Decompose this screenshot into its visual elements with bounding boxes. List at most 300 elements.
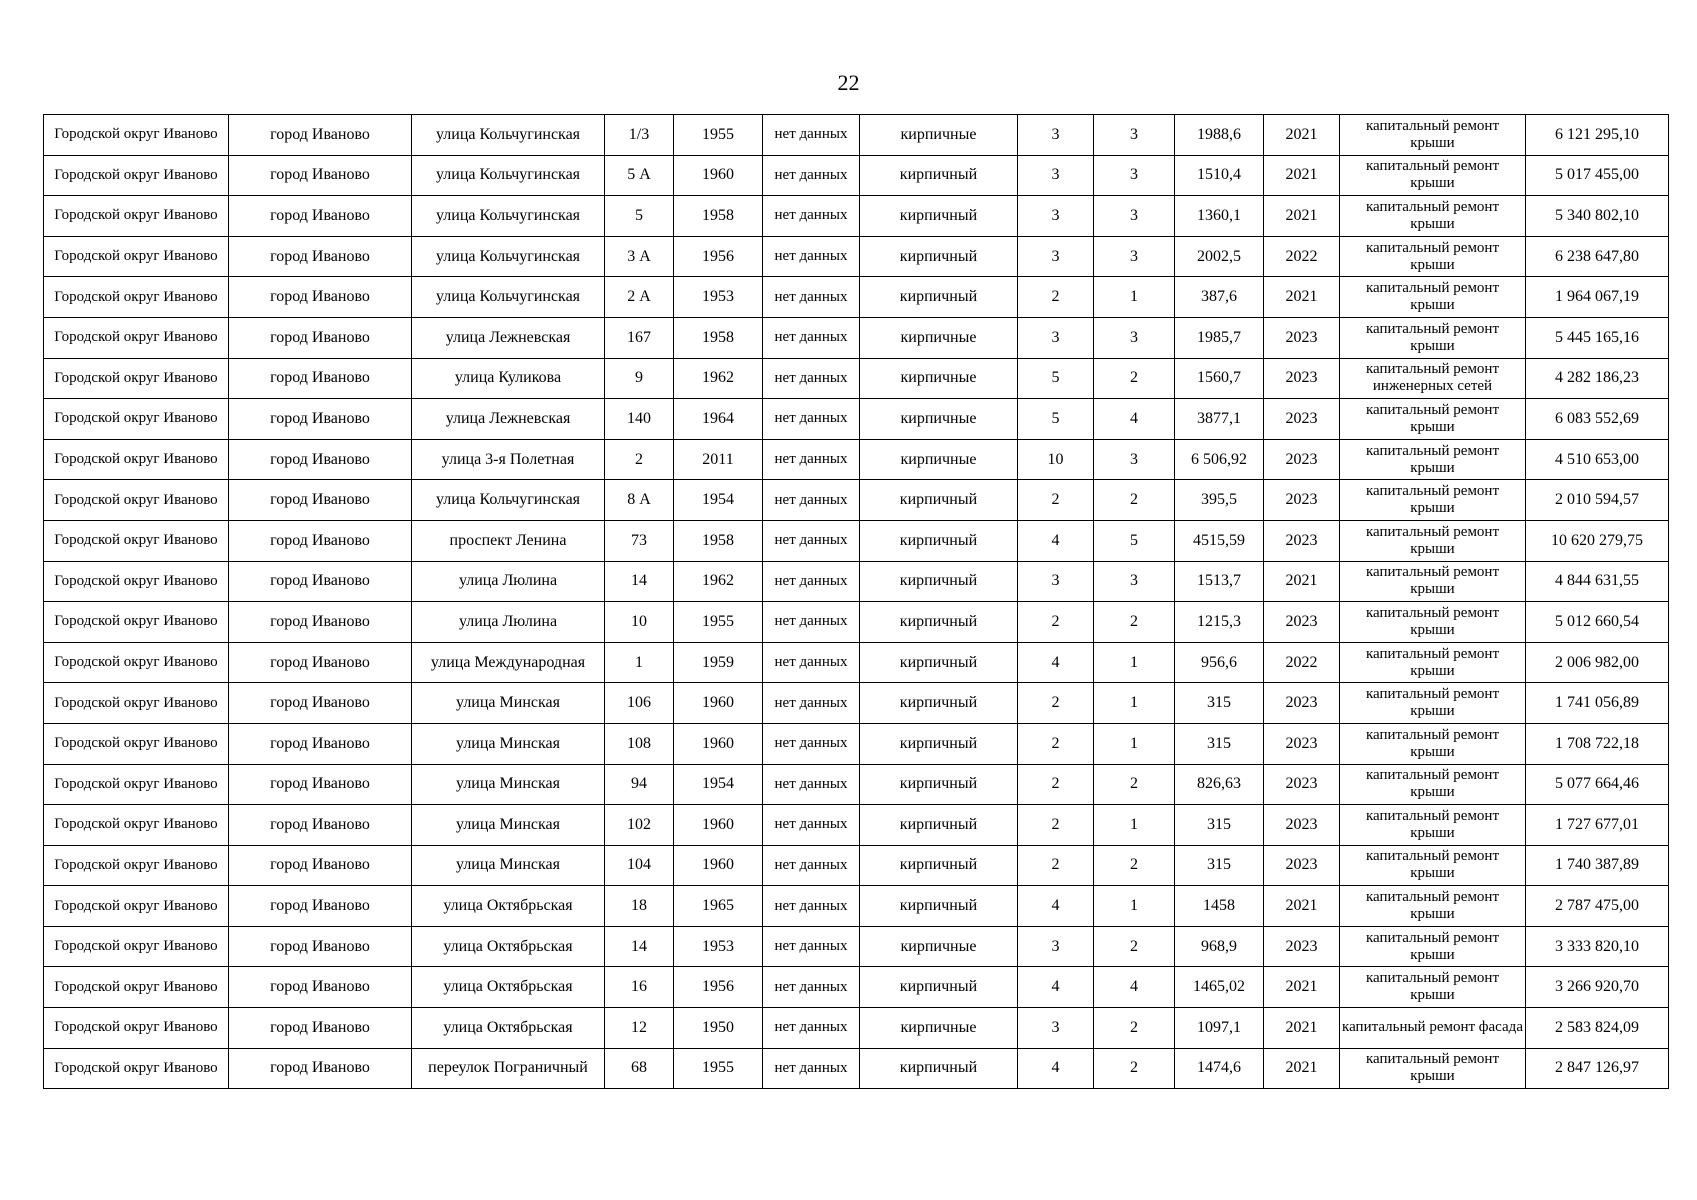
floors-cell: 2 [1018,764,1094,805]
work-type-cell: капитальный ремонт инженерных сетей [1340,358,1526,399]
year-overhaul-cell: нет данных [763,764,860,805]
year-overhaul-cell: нет данных [763,439,860,480]
year-built-cell: 1962 [674,561,763,602]
work-type-cell: капитальный ремонт крыши [1340,683,1526,724]
planned-year-cell: 2023 [1264,683,1340,724]
house-number-cell: 9 [605,358,674,399]
entrances-cell: 3 [1094,196,1175,237]
year-built-cell: 1950 [674,1008,763,1049]
table-row [44,439,1669,480]
settlement-cell: город Иваново [229,926,412,967]
wall-material-cell: кирпичный [860,886,1018,927]
year-overhaul-cell: нет данных [763,358,860,399]
table-row [44,520,1669,561]
settlement-cell: город Иваново [229,602,412,643]
area-cell: 826,63 [1175,764,1264,805]
year-overhaul-cell: нет данных [763,926,860,967]
work-type-cell: капитальный ремонт крыши [1340,520,1526,561]
year-overhaul-cell: нет данных [763,1048,860,1089]
settlement-cell: город Иваново [229,439,412,480]
house-number-cell: 167 [605,317,674,358]
page-number: 22 [837,70,860,95]
floors-cell: 3 [1018,317,1094,358]
area-cell: 1510,4 [1175,155,1264,196]
settlement-cell: город Иваново [229,399,412,440]
street-cell: улица Лежневская [412,317,605,358]
municipality-cell: Городской округ Иваново [44,399,229,440]
floors-cell: 3 [1018,155,1094,196]
planned-year-cell: 2021 [1264,115,1340,156]
street-cell: улица Минская [412,683,605,724]
area-cell: 387,6 [1175,277,1264,318]
table-row [44,277,1669,318]
floors-cell: 3 [1018,196,1094,237]
year-built-cell: 1965 [674,886,763,927]
street-cell: улица Кольчугинская [412,480,605,521]
cost-cell: 2 010 594,57 [1526,480,1669,521]
cost-cell: 2 787 475,00 [1526,886,1669,927]
work-type-cell: капитальный ремонт крыши [1340,602,1526,643]
table-row [44,561,1669,602]
street-cell: улица Международная [412,642,605,683]
settlement-cell: город Иваново [229,1048,412,1089]
municipality-cell: Городской округ Иваново [44,967,229,1008]
municipality-cell: Городской округ Иваново [44,926,229,967]
area-cell: 315 [1175,683,1264,724]
work-type-cell: капитальный ремонт крыши [1340,1048,1526,1089]
house-number-cell: 108 [605,723,674,764]
cost-cell: 2 847 126,97 [1526,1048,1669,1089]
year-built-cell: 1955 [674,602,763,643]
wall-material-cell: кирпичные [860,317,1018,358]
year-built-cell: 1953 [674,926,763,967]
planned-year-cell: 2023 [1264,358,1340,399]
table-row [44,805,1669,846]
work-type-cell: капитальный ремонт крыши [1340,155,1526,196]
municipality-cell: Городской округ Иваново [44,236,229,277]
cost-cell: 5 077 664,46 [1526,764,1669,805]
entrances-cell: 2 [1094,602,1175,643]
work-type-cell: капитальный ремонт крыши [1340,561,1526,602]
table-row [44,602,1669,643]
cost-cell: 4 282 186,23 [1526,358,1669,399]
settlement-cell: город Иваново [229,1008,412,1049]
year-built-cell: 1960 [674,683,763,724]
work-type-cell: капитальный ремонт крыши [1340,723,1526,764]
year-built-cell: 2011 [674,439,763,480]
cost-cell: 6 121 295,10 [1526,115,1669,156]
municipality-cell: Городской округ Иваново [44,561,229,602]
house-number-cell: 12 [605,1008,674,1049]
area-cell: 4515,59 [1175,520,1264,561]
house-number-cell: 2 А [605,277,674,318]
table-row [44,967,1669,1008]
year-built-cell: 1958 [674,520,763,561]
year-built-cell: 1958 [674,196,763,237]
year-overhaul-cell: нет данных [763,399,860,440]
planned-year-cell: 2023 [1264,764,1340,805]
house-number-cell: 3 А [605,236,674,277]
wall-material-cell: кирпичные [860,399,1018,440]
year-built-cell: 1960 [674,805,763,846]
wall-material-cell: кирпичный [860,196,1018,237]
street-cell: улица Люлина [412,561,605,602]
year-overhaul-cell: нет данных [763,480,860,521]
work-type-cell: капитальный ремонт крыши [1340,967,1526,1008]
street-cell: улица Минская [412,805,605,846]
floors-cell: 3 [1018,561,1094,602]
year-overhaul-cell: нет данных [763,155,860,196]
cost-cell: 4 510 653,00 [1526,439,1669,480]
planned-year-cell: 2021 [1264,967,1340,1008]
entrances-cell: 1 [1094,723,1175,764]
work-type-cell: капитальный ремонт крыши [1340,886,1526,927]
cost-cell: 3 333 820,10 [1526,926,1669,967]
wall-material-cell: кирпичный [860,1048,1018,1089]
house-number-cell: 106 [605,683,674,724]
table-body [44,115,1669,1089]
table-row [44,926,1669,967]
area-cell: 1215,3 [1175,602,1264,643]
cost-cell: 6 083 552,69 [1526,399,1669,440]
wall-material-cell: кирпичный [860,236,1018,277]
table-row [44,886,1669,927]
work-type-cell: капитальный ремонт крыши [1340,277,1526,318]
table-row [44,642,1669,683]
work-type-cell: капитальный ремонт крыши [1340,642,1526,683]
cost-cell: 1 727 677,01 [1526,805,1669,846]
entrances-cell: 3 [1094,439,1175,480]
area-cell: 315 [1175,805,1264,846]
cost-cell: 1 741 056,89 [1526,683,1669,724]
floors-cell: 2 [1018,480,1094,521]
street-cell: улица Минская [412,723,605,764]
year-overhaul-cell: нет данных [763,317,860,358]
house-number-cell: 1 [605,642,674,683]
table-row [44,1048,1669,1089]
cost-cell: 2 583 824,09 [1526,1008,1669,1049]
year-overhaul-cell: нет данных [763,886,860,927]
wall-material-cell: кирпичные [860,358,1018,399]
table-row [44,683,1669,724]
work-type-cell: капитальный ремонт крыши [1340,805,1526,846]
wall-material-cell: кирпичный [860,967,1018,1008]
area-cell: 1988,6 [1175,115,1264,156]
wall-material-cell: кирпичный [860,845,1018,886]
settlement-cell: город Иваново [229,480,412,521]
year-built-cell: 1955 [674,1048,763,1089]
house-number-cell: 8 А [605,480,674,521]
year-overhaul-cell: нет данных [763,196,860,237]
table-row [44,155,1669,196]
wall-material-cell: кирпичный [860,561,1018,602]
house-number-cell: 14 [605,926,674,967]
entrances-cell: 1 [1094,886,1175,927]
year-built-cell: 1955 [674,115,763,156]
house-number-cell: 104 [605,845,674,886]
year-overhaul-cell: нет данных [763,845,860,886]
cost-cell: 4 844 631,55 [1526,561,1669,602]
year-overhaul-cell: нет данных [763,1008,860,1049]
municipality-cell: Городской округ Иваново [44,683,229,724]
floors-cell: 2 [1018,277,1094,318]
floors-cell: 5 [1018,358,1094,399]
house-number-cell: 18 [605,886,674,927]
planned-year-cell: 2023 [1264,845,1340,886]
floors-cell: 2 [1018,683,1094,724]
housing-repair-table [43,114,1669,1089]
municipality-cell: Городской округ Иваново [44,805,229,846]
municipality-cell: Городской округ Иваново [44,642,229,683]
street-cell: улица Октябрьская [412,1008,605,1049]
planned-year-cell: 2023 [1264,926,1340,967]
settlement-cell: город Иваново [229,196,412,237]
wall-material-cell: кирпичные [860,115,1018,156]
year-built-cell: 1960 [674,845,763,886]
municipality-cell: Городской округ Иваново [44,886,229,927]
floors-cell: 10 [1018,439,1094,480]
settlement-cell: город Иваново [229,115,412,156]
area-cell: 1985,7 [1175,317,1264,358]
entrances-cell: 1 [1094,642,1175,683]
house-number-cell: 16 [605,967,674,1008]
year-overhaul-cell: нет данных [763,520,860,561]
year-built-cell: 1960 [674,155,763,196]
cost-cell: 10 620 279,75 [1526,520,1669,561]
planned-year-cell: 2023 [1264,480,1340,521]
entrances-cell: 2 [1094,845,1175,886]
planned-year-cell: 2021 [1264,1048,1340,1089]
municipality-cell: Городской округ Иваново [44,317,229,358]
entrances-cell: 2 [1094,926,1175,967]
area-cell: 968,9 [1175,926,1264,967]
floors-cell: 2 [1018,602,1094,643]
table-row [44,723,1669,764]
municipality-cell: Городской округ Иваново [44,358,229,399]
planned-year-cell: 2023 [1264,439,1340,480]
municipality-cell: Городской округ Иваново [44,1048,229,1089]
year-built-cell: 1956 [674,967,763,1008]
table-row [44,399,1669,440]
planned-year-cell: 2023 [1264,723,1340,764]
work-type-cell: капитальный ремонт фасада [1340,1008,1526,1049]
work-type-cell: капитальный ремонт крыши [1340,196,1526,237]
area-cell: 6 506,92 [1175,439,1264,480]
cost-cell: 6 238 647,80 [1526,236,1669,277]
entrances-cell: 2 [1094,1008,1175,1049]
street-cell: улица Кольчугинская [412,236,605,277]
floors-cell: 4 [1018,967,1094,1008]
planned-year-cell: 2021 [1264,886,1340,927]
year-built-cell: 1958 [674,317,763,358]
year-overhaul-cell: нет данных [763,683,860,724]
entrances-cell: 5 [1094,520,1175,561]
settlement-cell: город Иваново [229,520,412,561]
area-cell: 1465,02 [1175,967,1264,1008]
municipality-cell: Городской округ Иваново [44,155,229,196]
street-cell: улица Кольчугинская [412,196,605,237]
area-cell: 315 [1175,723,1264,764]
year-overhaul-cell: нет данных [763,236,860,277]
work-type-cell: капитальный ремонт крыши [1340,764,1526,805]
entrances-cell: 2 [1094,480,1175,521]
entrances-cell: 2 [1094,358,1175,399]
street-cell: улица Кольчугинская [412,277,605,318]
settlement-cell: город Иваново [229,886,412,927]
entrances-cell: 3 [1094,317,1175,358]
floors-cell: 3 [1018,236,1094,277]
floors-cell: 3 [1018,926,1094,967]
area-cell: 3877,1 [1175,399,1264,440]
year-built-cell: 1959 [674,642,763,683]
street-cell: улица Минская [412,845,605,886]
entrances-cell: 4 [1094,967,1175,1008]
work-type-cell: капитальный ремонт крыши [1340,399,1526,440]
area-cell: 395,5 [1175,480,1264,521]
cost-cell: 1 740 387,89 [1526,845,1669,886]
table-row [44,1008,1669,1049]
cost-cell: 5 340 802,10 [1526,196,1669,237]
planned-year-cell: 2021 [1264,277,1340,318]
work-type-cell: капитальный ремонт крыши [1340,236,1526,277]
planned-year-cell: 2021 [1264,155,1340,196]
municipality-cell: Городской округ Иваново [44,480,229,521]
wall-material-cell: кирпичный [860,155,1018,196]
settlement-cell: город Иваново [229,317,412,358]
floors-cell: 2 [1018,845,1094,886]
planned-year-cell: 2023 [1264,399,1340,440]
house-number-cell: 2 [605,439,674,480]
work-type-cell: капитальный ремонт крыши [1340,439,1526,480]
work-type-cell: капитальный ремонт крыши [1340,926,1526,967]
house-number-cell: 14 [605,561,674,602]
table-row [44,764,1669,805]
municipality-cell: Городской округ Иваново [44,845,229,886]
settlement-cell: город Иваново [229,561,412,602]
settlement-cell: город Иваново [229,845,412,886]
street-cell: проспект Ленина [412,520,605,561]
year-overhaul-cell: нет данных [763,602,860,643]
floors-cell: 4 [1018,1048,1094,1089]
street-cell: улица Октябрьская [412,967,605,1008]
settlement-cell: город Иваново [229,805,412,846]
area-cell: 1360,1 [1175,196,1264,237]
entrances-cell: 2 [1094,1048,1175,1089]
street-cell: улица Кольчугинская [412,155,605,196]
settlement-cell: город Иваново [229,967,412,1008]
cost-cell: 5 017 455,00 [1526,155,1669,196]
area-cell: 1458 [1175,886,1264,927]
entrances-cell: 2 [1094,764,1175,805]
municipality-cell: Городской округ Иваново [44,723,229,764]
street-cell: улица Кольчугинская [412,115,605,156]
house-number-cell: 94 [605,764,674,805]
entrances-cell: 1 [1094,805,1175,846]
year-built-cell: 1964 [674,399,763,440]
table-row [44,317,1669,358]
cost-cell: 5 012 660,54 [1526,602,1669,643]
floors-cell: 4 [1018,642,1094,683]
street-cell: улица Люлина [412,602,605,643]
planned-year-cell: 2022 [1264,236,1340,277]
entrances-cell: 3 [1094,236,1175,277]
floors-cell: 4 [1018,886,1094,927]
settlement-cell: город Иваново [229,642,412,683]
planned-year-cell: 2023 [1264,602,1340,643]
wall-material-cell: кирпичный [860,642,1018,683]
settlement-cell: город Иваново [229,277,412,318]
entrances-cell: 1 [1094,683,1175,724]
table-row [44,196,1669,237]
cost-cell: 5 445 165,16 [1526,317,1669,358]
area-cell: 1474,6 [1175,1048,1264,1089]
table-row [44,358,1669,399]
year-built-cell: 1956 [674,236,763,277]
floors-cell: 3 [1018,115,1094,156]
area-cell: 956,6 [1175,642,1264,683]
planned-year-cell: 2021 [1264,561,1340,602]
table-row [44,480,1669,521]
settlement-cell: город Иваново [229,236,412,277]
cost-cell: 1 708 722,18 [1526,723,1669,764]
house-number-cell: 73 [605,520,674,561]
municipality-cell: Городской округ Иваново [44,115,229,156]
street-cell: переулок Пограничный [412,1048,605,1089]
area-cell: 1513,7 [1175,561,1264,602]
municipality-cell: Городской округ Иваново [44,196,229,237]
wall-material-cell: кирпичные [860,926,1018,967]
street-cell: улица Октябрьская [412,886,605,927]
year-overhaul-cell: нет данных [763,723,860,764]
table-row [44,845,1669,886]
municipality-cell: Городской округ Иваново [44,764,229,805]
area-cell: 1560,7 [1175,358,1264,399]
cost-cell: 3 266 920,70 [1526,967,1669,1008]
year-built-cell: 1960 [674,723,763,764]
planned-year-cell: 2021 [1264,1008,1340,1049]
year-built-cell: 1962 [674,358,763,399]
year-overhaul-cell: нет данных [763,805,860,846]
street-cell: улица Октябрьская [412,926,605,967]
municipality-cell: Городской округ Иваново [44,602,229,643]
settlement-cell: город Иваново [229,155,412,196]
year-overhaul-cell: нет данных [763,642,860,683]
year-built-cell: 1954 [674,764,763,805]
wall-material-cell: кирпичный [860,520,1018,561]
street-cell: улица Лежневская [412,399,605,440]
house-number-cell: 68 [605,1048,674,1089]
settlement-cell: город Иваново [229,723,412,764]
municipality-cell: Городской округ Иваново [44,277,229,318]
wall-material-cell: кирпичный [860,480,1018,521]
street-cell: улица Куликова [412,358,605,399]
year-built-cell: 1953 [674,277,763,318]
table-row [44,236,1669,277]
year-overhaul-cell: нет данных [763,277,860,318]
street-cell: улица 3-я Полетная [412,439,605,480]
planned-year-cell: 2023 [1264,520,1340,561]
planned-year-cell: 2023 [1264,805,1340,846]
cost-cell: 2 006 982,00 [1526,642,1669,683]
entrances-cell: 3 [1094,115,1175,156]
entrances-cell: 4 [1094,399,1175,440]
work-type-cell: капитальный ремонт крыши [1340,317,1526,358]
entrances-cell: 3 [1094,561,1175,602]
wall-material-cell: кирпичные [860,439,1018,480]
municipality-cell: Городской округ Иваново [44,1008,229,1049]
floors-cell: 3 [1018,1008,1094,1049]
wall-material-cell: кирпичный [860,764,1018,805]
